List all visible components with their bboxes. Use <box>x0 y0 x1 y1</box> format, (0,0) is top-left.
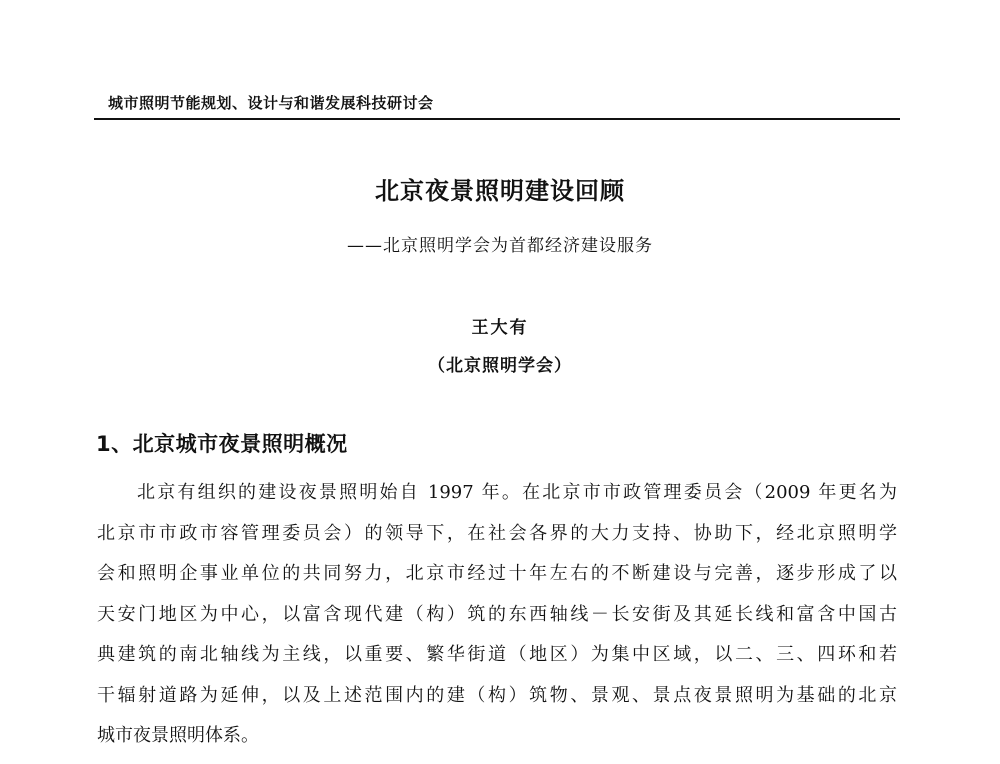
body-line: 会和照明企事业单位的共同努力，北京市经过十年左右的不断建设与完善，逐步形成了以 <box>97 563 897 584</box>
body-line: 干辐射道路为延伸，以及上述范围内的建（构）筑物、景观、景点夜景照明为基础的北京 <box>97 684 897 706</box>
body-line: 典建筑的南北轴线为主线，以重要、繁华街道（地区）为集中区域，以二、三、四环和若 <box>97 644 897 665</box>
header-rule <box>94 118 900 120</box>
paper-subtitle: ——北京照明学会为首都经济建设服务 <box>347 236 653 256</box>
body-line: 城市夜景照明体系。 <box>97 725 259 746</box>
body-line: 北京市市政市容管理委员会）的领导下，在社会各界的大力支持、协助下，经北京照明学 <box>97 522 897 544</box>
body-line: 北京有组织的建设夜景照明始自 1997 年。在北京市市政管理委员会（2009 年更名为 <box>137 482 897 503</box>
author-affiliation: （北京照明学会） <box>428 356 572 376</box>
section-body <box>97 480 897 764</box>
section-heading: 1、北京城市夜景照明概况 <box>96 432 348 456</box>
paper-title: 北京夜景照明建设回顾 <box>375 177 625 205</box>
author-name: 王大有 <box>471 318 529 338</box>
running-header: 城市照明节能规划、设计与和谐发展科技研讨会 <box>108 94 434 112</box>
body-line: 天安门地区为中心，以富含现代建（构）筑的东西轴线－长安街及其延长线和富含中国古 <box>97 603 897 625</box>
